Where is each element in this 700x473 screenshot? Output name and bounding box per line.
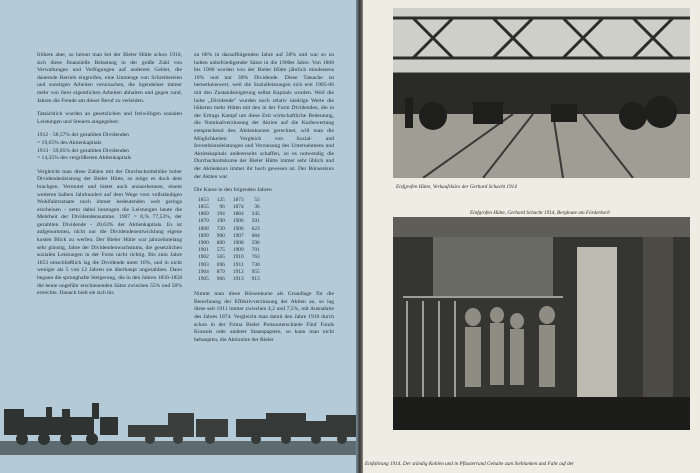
year-cell: 1904: [198, 268, 209, 275]
price-cell: 190: [216, 218, 225, 225]
left-text-column: [37, 52, 182, 322]
table-row: [198, 233, 268, 240]
table-row: [198, 204, 268, 211]
price-cell: 879: [216, 268, 225, 275]
price-cell: 96: [219, 203, 225, 210]
paragraph: Vergleicht man diese Zahlen mit der Durchschnittshöhe hoher Dividendenleistung der Bieler Hütte, so möge es doch dem brachgen. Vermutet und bietet auch anzuerkennen, einem weiteren halben Jahrhundert auf dem Wege vom vollständigen Wohlfahrtsstaate noch immer bedeutenden weit gerings erscheinen - netto dabei bezeugen die Leistungen heute die Mehrheit der Dividendensumme. 1907 = 8,% 77,53%, der gezahlten Dividende - 20,63% der Aktienkapitals. Es ist aufgenommen, nicht nur die Dividendenentwicklung eigene kosten Blick zu werfen. Der Bieler Hütte war jahrzehntelang sehr günstig, Jahre der Dividendenwachstums, die gesetzlichen sozialen Leistungen in der Form nicht richtig. Bis zum Jahre 1853 einschließlich lag die Dividende unter 10%, und in nicht weniger als 5 von 12 Jahren sie überhaupt ungezahlten. Dann begann die sprunghafte Steigerung, die in den Jahren 1856-1858 die heute ungefähr erschienenden Sätze zwischen 55% und 50% erreichte. Danach hielt sie sich bis: [37, 168, 182, 297]
year-cell: 1910: [232, 254, 244, 261]
price-cell: 53: [254, 196, 260, 203]
locomotives-photo: [0, 395, 358, 455]
mine-shaft-photo: [393, 217, 690, 430]
table-row: [198, 211, 268, 218]
photo-caption: Einfgrofen Hütte, Gerhard Schacht 1914, Bergleute am Förderkorb: [470, 210, 610, 216]
stat-line: = 14,35% des vergrößerten Aktienkapitals: [37, 155, 132, 162]
price-cell: 565: [216, 254, 225, 261]
year-cell: 1908: [232, 239, 244, 246]
price-cell: 701: [251, 247, 260, 254]
price-cell: 125: [216, 196, 225, 203]
paragraph: Nimmt man diese Börsenkurse als Grundlage für die Berechnung der Effektivverzinsung der Aktien an, so lag diese seit 1911 immer zwischen 4,2 und 7,5%, mit Ausnahme des Jahres 1874. Vergleicht man damit den Jahre 1910 durch schon in der Firma Bieler Preisunterschiede Fünf Fonds Konsols oder anderer Staatspapiere, so kann man nicht behaupten, die Aktionäre der Bieler: [194, 291, 334, 343]
price-cell: 194: [216, 211, 225, 218]
paragraph: Tatsächlich wurden an gesetzlichen und freiwilligen sozialen Leistungen und Steuern ausgegeben:: [37, 111, 182, 125]
table-row: [198, 254, 268, 261]
table-row: [198, 226, 268, 233]
year-cell: 1912: [232, 268, 244, 275]
photo-caption: Eisfgrofen Hütte, Verkaufsbüro der Gerhard Schacht 1914: [396, 184, 517, 190]
price-cell: 575: [216, 247, 225, 254]
price-cell: 720: [216, 225, 225, 232]
year-cell: 1913: [232, 275, 244, 282]
price-cell: 36: [254, 203, 260, 210]
price-cell: 966: [216, 275, 225, 282]
year-cell: 1906: [232, 225, 244, 232]
factory-hall-photo: [393, 8, 690, 178]
price-cell: 800: [216, 239, 225, 246]
right-text-column: [194, 52, 334, 412]
year-cell: 1899: [198, 232, 209, 239]
table-row: [198, 197, 268, 204]
table-row: [198, 262, 268, 269]
price-cell: 623: [251, 225, 260, 232]
price-cell: 913: [251, 275, 260, 282]
year-cell: 1900: [198, 239, 209, 246]
year-cell: 1884: [232, 211, 244, 218]
price-cell: 730: [251, 261, 260, 268]
year-cell: 1873: [232, 196, 244, 203]
year-cell: 1906: [232, 218, 244, 225]
year-cell: 1853: [198, 196, 209, 203]
year-cell: 1870: [198, 218, 209, 225]
table-row: [198, 269, 268, 276]
price-cell: 900: [216, 232, 225, 239]
price-cell: 696: [216, 261, 225, 268]
year-cell: 1907: [232, 232, 244, 239]
price-cell: 501: [251, 218, 260, 225]
year-cell: 1903: [198, 261, 209, 268]
year-cell: 1909: [232, 247, 244, 254]
stat-line: 1913 · 59,85% der gezahlten Dividenden: [37, 147, 129, 154]
table-intro: Die Kurse in den folgenden Jahren: [194, 187, 272, 194]
price-cell: 955: [251, 268, 260, 275]
paragraph: frühere aber, so betont man bei der Bieler Hütte schon 1910, sich diese finanzielle Belastung in der große Zahl von Verwaltungen und Verfügungen auf anderem Gebiet, die dauernde Betrieb eingreifen, eine Unmenge von Schreibereien und sonstigen Arbeiten verursachen, die irgendeiner immer mehr von ihrer eigentlichen Arbeiten abhalten und gegen rund, Jahren die Freude am dieser Beruf zu verleiden.: [37, 52, 182, 104]
table-row: [198, 218, 268, 225]
share-price-table: [198, 197, 268, 283]
table-row: [198, 247, 268, 254]
social-costs-stats: [37, 132, 182, 162]
year-cell: 1874: [232, 203, 244, 210]
year-cell: 1905: [198, 275, 209, 282]
price-cell: 345: [251, 211, 260, 218]
price-cell: 596: [251, 239, 260, 246]
paragraph: zu 60% in darauffolgenden Jahre auf 50% und war so zu hohen unbefriedigender Sätze in die 1900er Jahre. Von 1868 bis 1900 wurden von der Bieler Hütte jährlich mindestens 10% und nur 30% Dividende. Diese Tatsache ist bemerkenswert, weil die Sozialleistungen sich erst 1905-06 mit den Zustandsteigerung selbst Kapitals wurden. Weil die hohe ,,Dividende" wurden noch relativ niedrige Werte die höheren mehr Hüten mit den in der Form Dividenden, die in der Ertrags Kampf um diese Zeit wirtschaftliche Bedeutung, die Nominalverzinsung der Aktien auf die Kurbewertung entsprechend den Aktienkursen gerechnet, will man die Möglichkeiten Vergleich von Sozial- und Investitionsleistungen und Verzinsung des Unternehmens und Aktienkapitals andererseits schaffen, so es notwendig die Durchschnittskurse der Bieler Hütte immer sehr üblich und der Aktienkurs immer ihr hoch gewesen ist. Der Börsenkurs der Aktien war: [194, 52, 334, 180]
stat-line: 1912 · 58,57% der gezahlten Dividenden: [37, 132, 129, 139]
table-row: [198, 276, 268, 283]
table-row: [198, 240, 268, 247]
bottom-caption: Einfahrung 1914. Der ständig Kohlen und in Pflasterrund Gehalte zum Sieblanken und Fahr auf der: [365, 461, 575, 467]
year-cell: 1911: [233, 261, 244, 268]
year-cell: 1898: [198, 225, 209, 232]
year-cell: 1901: [198, 247, 209, 254]
year-cell: 1855: [198, 203, 209, 210]
year-cell: 1869: [198, 211, 209, 218]
stat-line: = 19,65% des Aktienkapitals: [37, 139, 102, 146]
price-cell: 684: [251, 232, 260, 239]
price-cell: 763: [251, 254, 260, 261]
year-cell: 1902: [198, 254, 209, 261]
